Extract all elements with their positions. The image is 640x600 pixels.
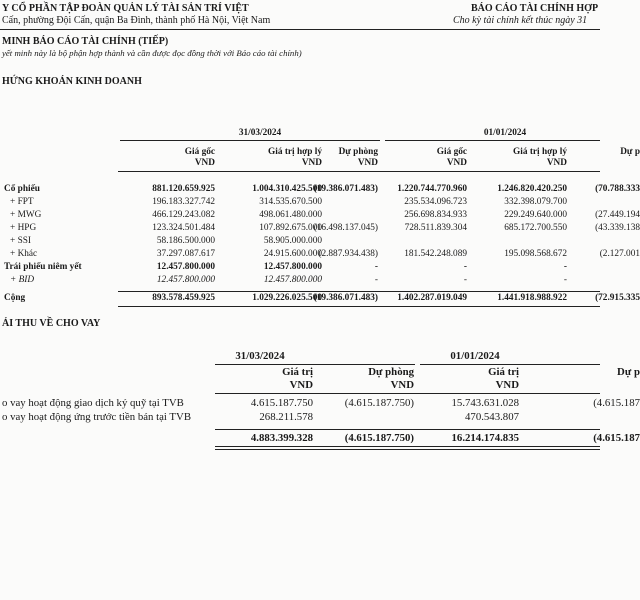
table1-period-right-rule [385, 140, 600, 141]
cell-value: 314.535.670.500 [259, 197, 322, 207]
column-header: Giá trị [282, 366, 313, 378]
cell-value: 4.615.187.750 [250, 397, 313, 409]
cell-value: - [563, 262, 567, 272]
cell-value: 58.905.000.000 [263, 236, 322, 246]
cell-value: 1.004.310.425.500 [252, 184, 322, 194]
cell-value: 24.915.600.000 [263, 249, 322, 259]
column-header: Giá gốc [436, 147, 467, 157]
cell-value: 1.402.287.019.049 [397, 293, 467, 303]
column-header: Giá trị hợp lý [268, 147, 322, 157]
column-header: Dự phòng [338, 147, 378, 157]
cell-value: (43.339.138 [595, 223, 640, 233]
cell-value: 893.578.459.925 [152, 293, 215, 303]
cell-value: 12.457.800.000 [263, 262, 322, 272]
column-header: Dự p [620, 147, 640, 157]
column-unit: VND [301, 158, 322, 168]
table1-bottom-rule [118, 306, 600, 307]
header-divider [0, 29, 600, 30]
cell-value: (2.127.001 [599, 249, 640, 259]
cell-value: 196.183.327.742 [152, 197, 215, 207]
cell-value: 881.120.659.925 [152, 184, 215, 194]
cell-value: 229.249.640.000 [504, 210, 567, 220]
cell-value: 12.457.800.000 [156, 275, 215, 285]
table1-period-left-rule [120, 140, 380, 141]
cell-value: 181.542.248.089 [404, 249, 467, 259]
total-value: (4.615.187.750) [344, 432, 414, 444]
cell-value: 12.457.800.000 [263, 275, 322, 285]
column-unit: VND [495, 379, 519, 391]
cell-value: 332.398.079.700 [504, 197, 567, 207]
column-unit: VND [357, 158, 378, 168]
table2-bottom-rule [215, 446, 600, 450]
cell-value: (72.915.335 [595, 293, 640, 303]
company-name: Y CỔ PHẦN TẬP ĐOÀN QUẢN LÝ TÀI SẢN TRÍ VIỆT [2, 3, 249, 14]
column-header: Giá trị [488, 366, 519, 378]
cell-value: 58.186.500.000 [156, 236, 215, 246]
cell-value: (19.386.071.483) [313, 293, 378, 303]
row-label: + HPG [10, 223, 37, 233]
cell-value: (2.887.934.438) [318, 249, 378, 259]
cell-value: 15.743.631.028 [451, 397, 519, 409]
cell-value: (16.498.137.045) [313, 223, 378, 233]
column-header: Dự phòng [368, 366, 414, 378]
cell-value: 466.129.243.082 [152, 210, 215, 220]
table2-header-rule [215, 393, 600, 394]
cell-value: - [463, 275, 467, 285]
cell-value: 256.698.834.933 [404, 210, 467, 220]
cell-value: - [563, 275, 567, 285]
cell-value: 1.220.744.770.960 [397, 184, 467, 194]
cell-value: 685.172.700.550 [504, 223, 567, 233]
cell-value: 195.098.568.672 [504, 249, 567, 259]
table1-header-rule [118, 171, 600, 172]
row-label: + MWG [10, 210, 42, 220]
total-value: (4.615.187 [593, 432, 640, 444]
cell-value: 12.457.800.000 [156, 262, 215, 272]
cell-value: 107.892.675.000 [259, 223, 322, 233]
cell-value: (27.449.194 [595, 210, 640, 220]
row-label: o vay hoạt động ứng trước tiền bán tại TVB [2, 411, 192, 423]
column-unit: VND [546, 158, 567, 168]
table2-period-right: 01/01/2024 [450, 350, 500, 362]
cell-value: - [463, 262, 467, 272]
report-period: Cho kỳ tài chính kết thúc ngày 31 [453, 15, 588, 26]
company-address: Cấn, phường Đội Cấn, quận Ba Đình, thành phố Hà Nội, Việt Nam [2, 15, 271, 26]
table1-title: HỨNG KHOÁN KINH DOANH [2, 76, 142, 87]
row-label: + BID [10, 275, 35, 285]
cell-value: 123.324.501.484 [152, 223, 215, 233]
cell-value: 1.246.820.420.250 [497, 184, 567, 194]
cell-value: 498.061.480.000 [259, 210, 322, 220]
cell-value: 1.441.918.988.922 [497, 293, 567, 303]
total-value: 16.214.174.835 [451, 432, 519, 444]
table2-title: ẢI THU VỀ CHO VAY [2, 318, 101, 329]
report-title: BÁO CÁO TÀI CHÍNH HỢP [471, 3, 599, 14]
table2-period-left: 31/03/2024 [235, 350, 285, 362]
cell-value: 1.029.226.025.500 [252, 293, 322, 303]
cell-value: 728.511.839.304 [404, 223, 467, 233]
column-unit: VND [194, 158, 215, 168]
table1-total-rule [118, 291, 600, 292]
table1-period-right: 01/01/2024 [483, 128, 527, 138]
cell-value: 470.543.807 [465, 411, 519, 423]
cell-value: (70.788.333 [595, 184, 640, 194]
column-unit: VND [390, 379, 414, 391]
cell-value: 235.534.096.723 [404, 197, 467, 207]
cell-value: 268.211.578 [259, 411, 313, 423]
row-label: o vay hoạt động giao dịch ký quỹ tại TVB [2, 397, 184, 409]
column-unit: VND [446, 158, 467, 168]
cell-value: (19.386.071.483) [313, 184, 378, 194]
cell-value: 37.297.087.617 [156, 249, 215, 259]
table1-period-left: 31/03/2024 [238, 128, 282, 138]
column-header: Giá trị hợp lý [513, 147, 567, 157]
cell-value: (4.615.187.750) [344, 397, 414, 409]
section-title: MINH BÁO CÁO TÀI CHÍNH (TIẾP) [2, 36, 169, 47]
section-subtitle: yết minh này là bộ phận hợp thành và cần được đọc đồng thời với Báo cáo tài chính) [2, 48, 302, 58]
column-unit: VND [289, 379, 313, 391]
cell-value: (4.615.187 [593, 397, 640, 409]
row-label: + SSI [10, 236, 32, 246]
row-label: Trái phiếu niêm yết [4, 262, 82, 272]
column-header: Dự p [617, 366, 640, 378]
table2-period-right-rule [420, 364, 600, 365]
column-header: Giá gốc [184, 147, 215, 157]
table2-total-rule [215, 429, 600, 430]
row-label: Cổ phiếu [4, 184, 40, 194]
total-value: 4.883.399.328 [250, 432, 313, 444]
row-label: + Khác [10, 249, 38, 259]
row-label: + FPT [10, 197, 34, 207]
row-label: Cộng [4, 293, 26, 303]
cell-value: - [374, 262, 378, 272]
table2-period-left-rule [215, 364, 415, 365]
cell-value: - [374, 275, 378, 285]
